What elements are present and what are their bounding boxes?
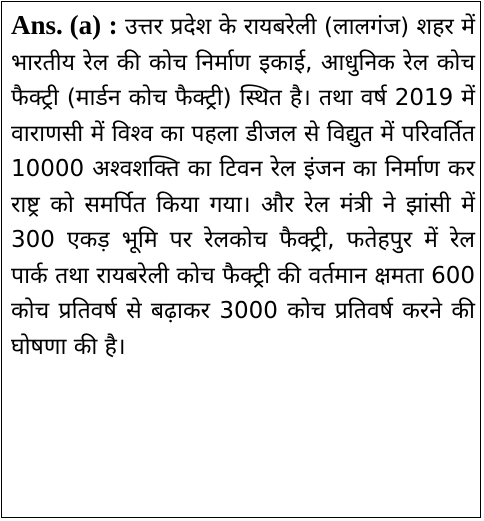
answer-box	[1, 1, 481, 518]
answer-text: उत्तर प्रदेश के रायबरेली (लालगंज) शहर में भारतीय रेल की कोच निर्माण इकाई, आधुनिक रेल कोच फैक्ट्री (मार्डन कोच फैक्ट्री) स्थित है। तथा वर्ष 2019 में वाराणसी में विश्व का पहला डीजल से विद्युत में परिवर्तित 10000 अश्वशक्ति का टिवन रेल इंजन का निर्माण कर राष्ट्र को समर्पित किया गया। और रेल मंत्री ने झांसी में 300 एकड़ भूमि पर रेलकोच फैक्ट्री, फतेहपुर में रेल पार्क तथा रायबरेली कोच फैक्ट्री की वर्तमान क्षमता 600 कोच प्रतिवर्ष से बढ़ाकर 3000 कोच प्रतिवर्ष करने की घोषणा की है।	[11, 14, 475, 360]
answer-separator: :	[108, 10, 118, 40]
answer-label: Ans. (a)	[11, 10, 102, 40]
answer-paragraph	[11, 8, 475, 365]
